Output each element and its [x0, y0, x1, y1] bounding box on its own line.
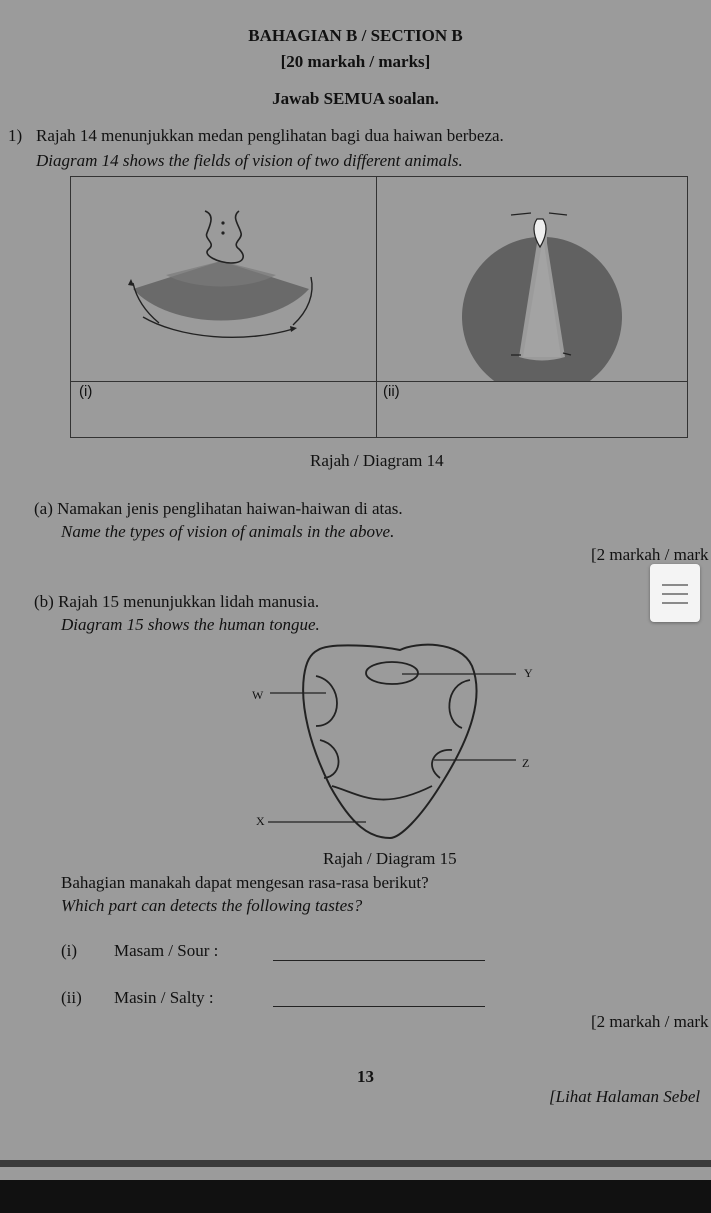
answer-line-salty[interactable] — [273, 1006, 485, 1007]
item-i-number: (i) — [61, 941, 78, 960]
cell-label-ii: (ii) — [383, 383, 400, 400]
diagram15-caption: Rajah / Diagram 15 — [323, 849, 457, 868]
animal-head-outline — [205, 211, 243, 263]
diagram14-caption: Rajah / Diagram 14 — [310, 451, 444, 470]
answer-line-sour[interactable] — [273, 960, 485, 961]
menu-button[interactable] — [650, 564, 700, 622]
item-i-label: Masam / Sour : — [114, 941, 219, 960]
diagram14-table — [70, 176, 688, 438]
tongue-region-tip — [332, 786, 432, 800]
tongue-region-right-lower — [432, 750, 452, 778]
vision-field-diagram-i — [71, 177, 376, 381]
next-page-note: [Lihat Halaman Sebel — [549, 1087, 701, 1106]
part-b-text-en: Diagram 15 shows the human tongue. — [61, 615, 320, 634]
vision-arc-right — [293, 277, 312, 325]
question-text-en: Diagram 14 shows the fields of vision of two different animals. — [36, 151, 463, 170]
page-number: 13 — [357, 1067, 374, 1086]
label-x: X — [256, 814, 265, 828]
section-marks: [20 markah / marks] — [280, 52, 431, 71]
tongue-region-left-upper — [316, 676, 337, 726]
part-a-text-en: Name the types of vision of animals in the above. — [61, 522, 395, 541]
part-b-question-ms: Bahagian manakah dapat mengesan rasa-rasa berikut? — [61, 873, 429, 892]
label-w: W — [252, 688, 264, 702]
question-text-ms: Rajah 14 menunjukkan medan penglihatan bagi dua haiwan berbeza. — [36, 126, 504, 145]
label-y: Y — [524, 666, 533, 680]
part-a-text-ms: (a) Namakan jenis penglihatan haiwan-haiwan di atas. — [34, 499, 403, 518]
part-b-marks: [2 markah / mark — [591, 1012, 709, 1031]
item-ii-label: Masin / Salty : — [114, 988, 214, 1007]
part-a-marks: [2 markah / mark — [591, 545, 709, 564]
part-b-text-ms: (b) Rajah 15 menunjukkan lidah manusia. — [34, 592, 320, 611]
part-b-question-en: Which part can detects the following tastes? — [61, 896, 363, 915]
question-number: 1) — [8, 126, 23, 145]
table-divider — [71, 381, 687, 382]
section-title: BAHAGIAN B / SECTION B — [248, 26, 463, 45]
tongue-diagram — [240, 636, 540, 842]
label-z: Z — [522, 756, 530, 770]
bottom-divider — [0, 1160, 711, 1167]
item-ii-number: (ii) — [61, 988, 82, 1007]
tongue-region-back — [366, 662, 418, 684]
vision-field-diagram-ii — [377, 177, 687, 381]
tongue-region-right-upper — [449, 680, 470, 728]
instruction: Jawab SEMUA soalan. — [272, 89, 439, 108]
cell-label-i: (i) — [79, 383, 93, 400]
bottom-bar — [0, 1180, 711, 1213]
